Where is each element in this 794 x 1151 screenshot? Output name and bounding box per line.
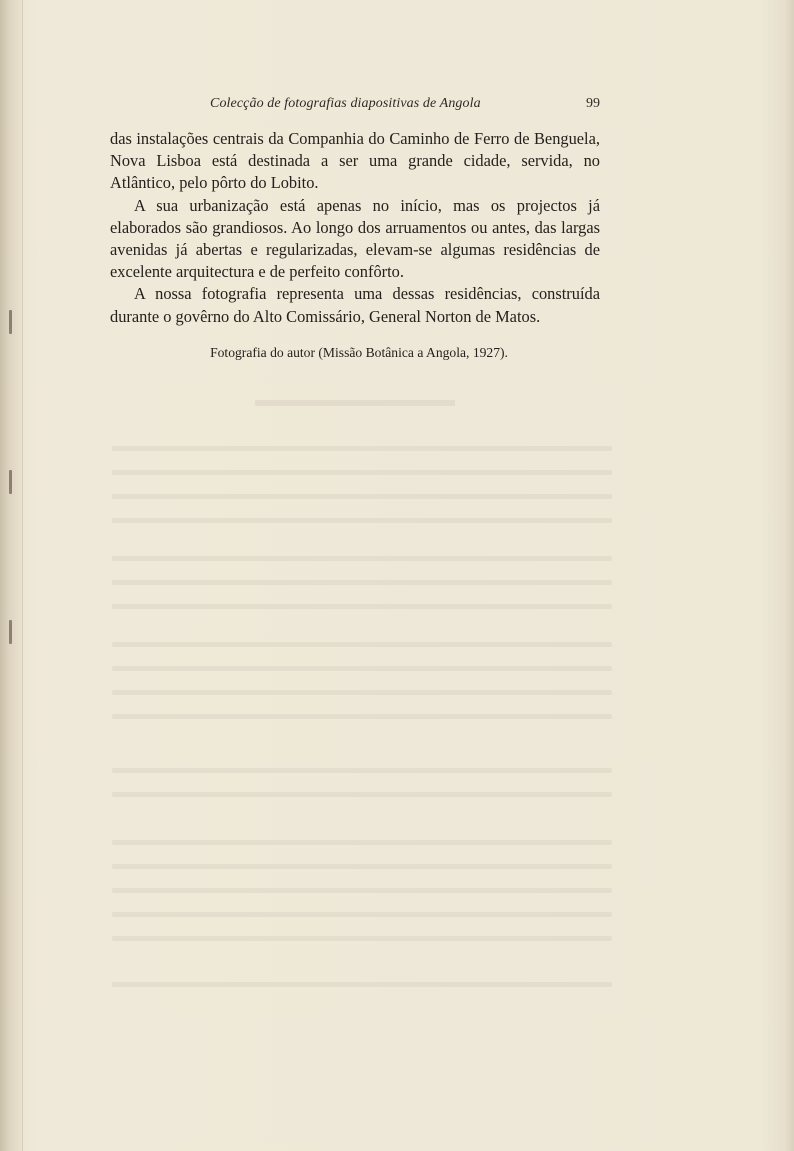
show-through-line (112, 642, 612, 647)
show-through-line (112, 912, 612, 917)
page-number: 99 (586, 96, 600, 111)
show-through-line (112, 982, 612, 987)
paragraph: A sua urbanização está apenas no início, mas os projectos já elaborados são grandiosos. Ao longo dos arruamentos ou antes, das largas avenidas já abertas e regularizadas, elevam-se algumas residências de excelente arquitectura e de perfeito confôrto. (110, 195, 600, 282)
show-through-line (112, 666, 612, 671)
show-through-line (112, 768, 612, 773)
binding-stitch (9, 620, 12, 644)
show-through-line (112, 714, 612, 719)
binding-stitch (9, 470, 12, 494)
show-through-line (112, 864, 612, 869)
show-through-line (112, 604, 612, 609)
show-through-heading (255, 400, 455, 406)
paragraph: A nossa fotografia representa uma dessas residências, construída durante o govêrno do Alto Comissário, General Norton de Matos. (110, 284, 600, 326)
show-through-line (112, 580, 612, 585)
binding-stitch (9, 310, 12, 334)
show-through-line (112, 840, 612, 845)
body-text (110, 128, 600, 328)
photo-caption: Fotografia do autor (Missão Botânica a Angola, 1927). (210, 345, 508, 360)
running-title: Colecção de fotografias diapositivas de Angola (210, 96, 481, 111)
show-through-line (112, 936, 612, 941)
page-binding (0, 0, 23, 1151)
show-through-line (112, 518, 612, 523)
paragraph: das instalações centrais da Companhia do Caminho de Ferro de Benguela, Nova Lisboa está destinada a ser uma grande cidade, servida, no Atlântico, pelo pôrto do Lobito. (110, 129, 600, 193)
running-header (110, 96, 600, 116)
show-through-line (112, 470, 612, 475)
show-through-line (112, 494, 612, 499)
show-through-line (112, 888, 612, 893)
show-through-line (112, 446, 612, 451)
show-through-line (112, 690, 612, 695)
show-through-line (112, 792, 612, 797)
show-through-line (112, 556, 612, 561)
